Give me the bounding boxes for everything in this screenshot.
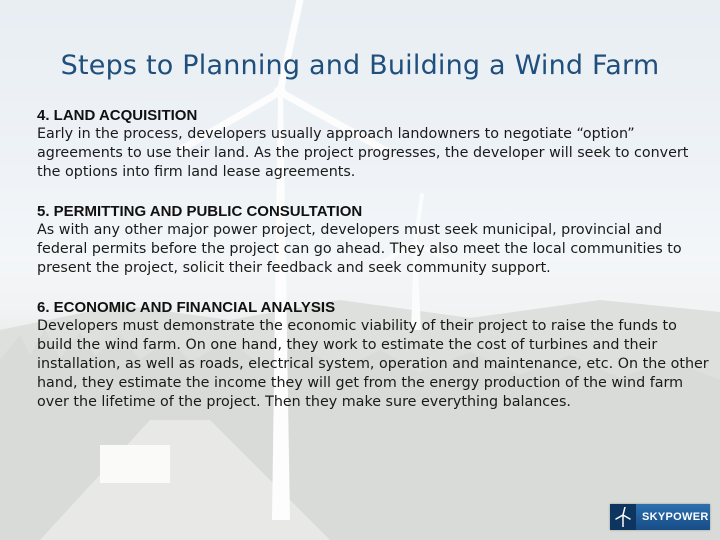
page-title: Steps to Planning and Building a Wind Farm	[60, 50, 660, 81]
skypower-logo	[610, 504, 710, 530]
turbine-icon	[610, 504, 636, 530]
section-heading: 4. LAND ACQUISITION	[37, 107, 198, 124]
section-land-acquisition	[37, 106, 709, 182]
section-heading: 6. ECONOMIC AND FINANCIAL ANALYSIS	[37, 299, 336, 316]
content	[37, 106, 709, 432]
section-body: Early in the process, developers usually approach landowners to negotiate “option” agreements to use their land. As the project progresses, the developer will seek to convert the options into firm land lease agreements.	[37, 126, 689, 180]
section-heading: 5. PERMITTING AND PUBLIC CONSULTATION	[37, 203, 363, 220]
section-economic-analysis	[37, 298, 709, 412]
section-body: As with any other major power project, developers must seek municipal, provincial and federal permits before the project can go ahead. They also meet the local communities to present the project, solicit their feedback and seek community support.	[37, 222, 682, 276]
section-body: Developers must demonstrate the economic viability of their project to raise the funds to build the wind farm. On one hand, they work to estimate the cost of turbines and their installation, as well as roads, electrical system, operation and maintenance, etc. On the other hand, they estimate the income they will get from the energy production of the wind farm over the lifetime of the project. Then they make sure everything balances.	[37, 318, 709, 410]
section-permitting	[37, 202, 709, 278]
logo-text: SKYPOWER	[642, 511, 709, 523]
